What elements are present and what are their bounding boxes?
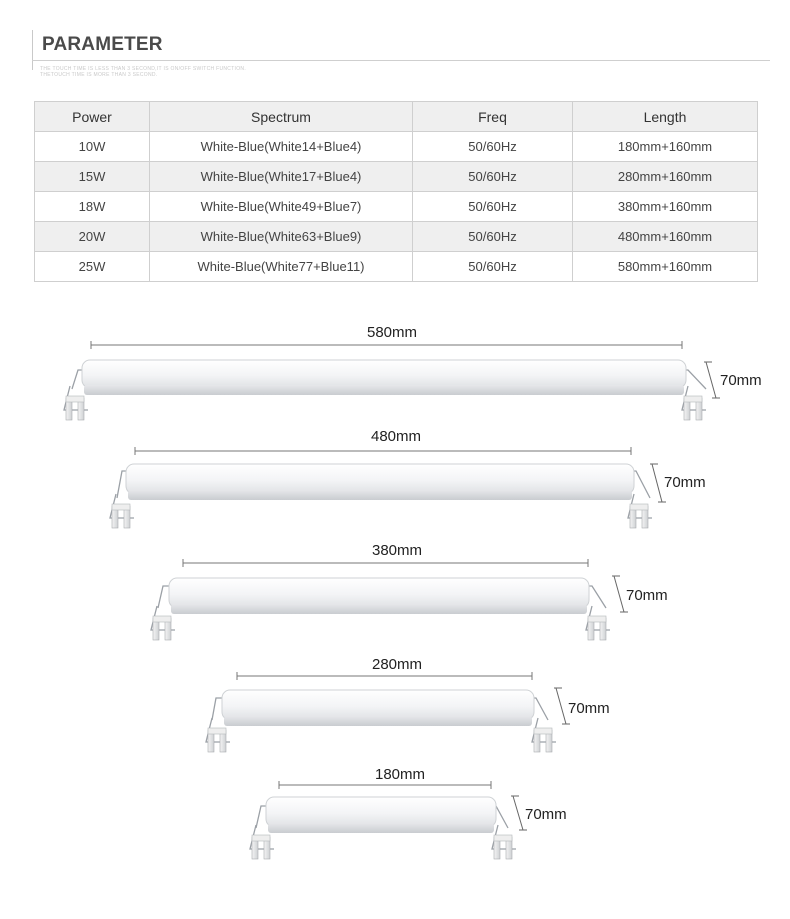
cell-length: 180mm+160mm <box>573 132 758 162</box>
height-label: 70mm <box>626 587 668 604</box>
length-label: 180mm <box>374 766 426 783</box>
cell-freq: 50/60Hz <box>413 252 573 282</box>
height-dimension-line <box>614 576 624 612</box>
height-dimension-line <box>706 362 716 398</box>
cell-freq: 50/60Hz <box>413 162 573 192</box>
header-subline-2: THETOUCH TIME IS MORE THAN 3 SECOND. <box>40 72 158 78</box>
cell-power: 18W <box>35 192 150 222</box>
light-bar <box>82 360 686 388</box>
height-dimension-line <box>652 464 662 502</box>
height-label: 70mm <box>720 372 762 389</box>
light-fixture-380 <box>151 542 668 640</box>
light-bar <box>126 464 634 494</box>
height-dimension-line <box>513 796 523 830</box>
header-cell-spectrum: Spectrum <box>150 102 413 132</box>
cell-power: 20W <box>35 222 150 252</box>
cell-spectrum: White-Blue(White77+Blue11) <box>150 252 413 282</box>
header-cell-freq: Freq <box>413 102 573 132</box>
light-bar <box>266 797 496 827</box>
cell-freq: 50/60Hz <box>413 222 573 252</box>
cell-length: 380mm+160mm <box>573 192 758 222</box>
light-fixture-580 <box>64 324 762 420</box>
header-subline-1: THE TOUCH TIME IS LESS THAN 3 SECOND,IT IS ON/OFF SWITCH FUNCTION. <box>40 66 247 72</box>
cell-length: 480mm+160mm <box>573 222 758 252</box>
length-label: 280mm <box>371 656 423 673</box>
cell-spectrum: White-Blue(White49+Blue7) <box>150 192 413 222</box>
cell-spectrum: White-Blue(White63+Blue9) <box>150 222 413 252</box>
length-label: 380mm <box>371 542 423 559</box>
height-dimension-line <box>556 688 566 724</box>
cell-spectrum: White-Blue(White14+Blue4) <box>150 132 413 162</box>
cell-power: 15W <box>35 162 150 192</box>
height-label: 70mm <box>568 700 610 717</box>
length-label: 580mm <box>366 324 418 341</box>
cell-length: 580mm+160mm <box>573 252 758 282</box>
section-title: PARAMETER <box>42 34 163 55</box>
cell-length: 280mm+160mm <box>573 162 758 192</box>
cell-spectrum: White-Blue(White17+Blue4) <box>150 162 413 192</box>
cell-freq: 50/60Hz <box>413 192 573 222</box>
header-cell-power: Power <box>35 102 150 132</box>
light-fixture-480 <box>110 428 706 528</box>
light-bar <box>169 578 589 608</box>
cell-freq: 50/60Hz <box>413 132 573 162</box>
height-label: 70mm <box>525 806 567 823</box>
header-cell-length: Length <box>573 102 758 132</box>
length-label: 480mm <box>370 428 422 445</box>
cell-power: 10W <box>35 132 150 162</box>
light-bar <box>222 690 534 720</box>
light-fixture-180 <box>250 766 567 859</box>
light-fixture-280 <box>206 656 610 752</box>
height-label: 70mm <box>664 474 706 491</box>
cell-power: 25W <box>35 252 150 282</box>
